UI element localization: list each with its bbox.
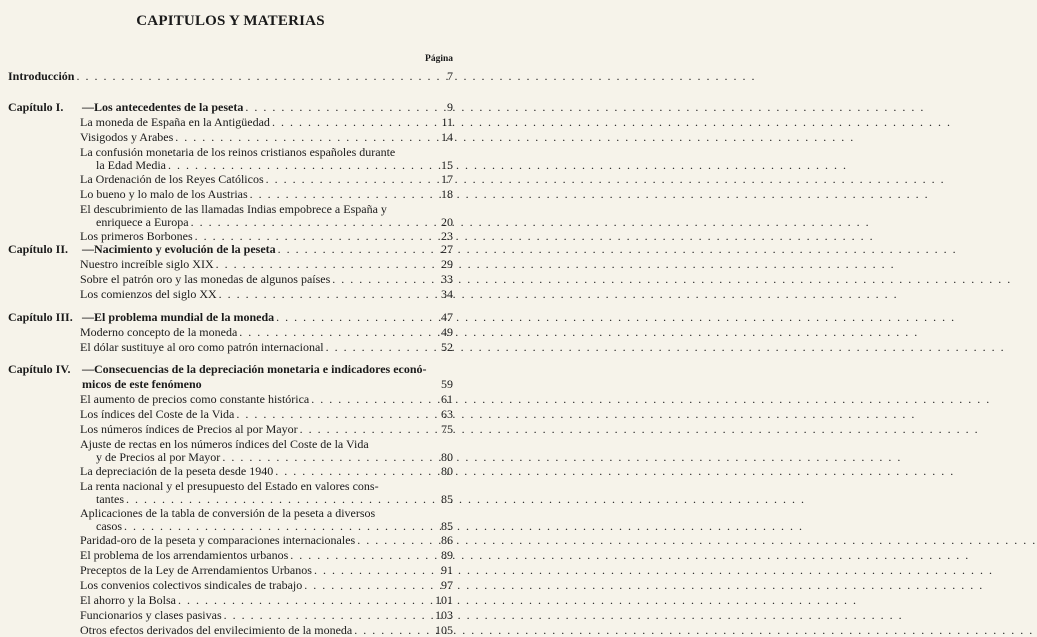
toc-entry [80,423,453,436]
toc-entry-text: El problema de los arrendamientos urbanos [80,548,289,562]
dot-leader [216,258,896,271]
toc-entry-cont [96,159,453,172]
toc-page-number: 27 [441,242,453,256]
toc-entry-text-row [80,579,423,592]
toc-entry-text: El descubrimiento de las llamadas Indias empobrece a España y [80,202,387,216]
toc-entry-text-row [80,288,423,301]
toc-entry-cont [96,216,453,229]
toc-page-number: 59 [441,377,453,391]
toc-entry-text-row [80,624,423,637]
chapter-title-wrap [82,362,427,376]
toc-entry-text: Los comienzos del siglo XX [80,287,217,301]
dot-leader [290,549,970,562]
toc-entry-text-row [8,70,423,83]
chapter-title-wrap [82,243,423,256]
toc-entry [80,273,453,286]
chapter-label: Capítulo IV. [8,362,71,376]
dot-leader [278,243,958,256]
toc-entry-text-row [80,465,423,478]
dot-leader [224,609,904,622]
toc-entry [80,326,453,339]
toc-entry-text: Visigodos y Arabes [80,130,174,144]
toc-entry [80,579,453,592]
toc-page-number: 20 [441,215,453,229]
toc-entry [80,534,453,547]
toc-entry [80,393,453,406]
toc-page-number: 97 [441,578,453,592]
toc-entry-text-row [80,534,423,547]
dot-leader [236,408,916,421]
toc-page-number: 80 [441,450,453,464]
toc-entry-text: El ahorro y la Bolsa [80,593,176,607]
toc-entry-text: La Ordenación de los Reyes Católicos [80,172,264,186]
dot-leader [239,326,919,339]
toc-chapter-heading [8,363,453,376]
toc-page-number: 63 [441,407,453,421]
toc-chapter-heading [8,243,453,256]
toc-page-number: 103 [435,608,453,622]
toc-entry-text-row [80,273,423,286]
toc-page-number: 33 [441,272,453,286]
toc-page-number: 15 [441,158,453,172]
toc-entry [80,594,453,607]
toc-entry-text: Lo bueno y lo malo de los Austrias [80,187,248,201]
toc-entry-text-row [80,594,423,607]
toc-page-number: 29 [441,257,453,271]
chapter-label: Capítulo I. [8,100,64,114]
toc-entry-text: El dólar sustituye al oro como patrón internacional [80,340,324,354]
dot-leader [124,520,804,533]
toc-chapter-heading [8,311,453,324]
toc-entry [80,131,453,144]
toc-page-number: 85 [441,519,453,533]
dot-leader [304,579,984,592]
toc-entry [80,465,453,478]
dot-leader [354,624,1034,637]
toc-entry-text-row [82,378,423,391]
chapter-label: Capítulo III. [8,310,73,324]
chapter-title-wrap [82,311,423,324]
toc-entry-text: Los índices del Coste de la Vida [80,407,235,421]
toc-entry-text-row [96,520,423,533]
toc-page-number: 47 [441,310,453,324]
chapter-label: Capítulo II. [8,242,69,256]
dot-leader [311,393,991,406]
dot-leader [168,159,848,172]
toc-chapter-heading [8,101,453,114]
toc-entry-text: Moderno concepto de la moneda [80,325,238,339]
chapter-title: —El problema mundial de la moneda [82,310,275,324]
dot-leader [266,173,946,186]
dot-leader [245,101,925,114]
toc-entry-text: Los convenios colectivos sindicales de trabajo [80,578,303,592]
toc-entry-text: Sobre el patrón oro y las monedas de algunos países [80,272,331,286]
toc-entry-text-row [80,423,423,436]
toc-page-number: 23 [441,229,453,243]
toc-entry-cont [96,493,453,506]
toc-entry-text-row [96,159,423,172]
toc-entry-text-row [96,451,423,464]
toc-page-number: 89 [441,548,453,562]
toc-page-number: 14 [441,130,453,144]
toc-page-number: 11 [441,115,453,129]
toc-entry [80,288,453,301]
toc-entry [80,408,453,421]
toc-entry-text: La confusión monetaria de los reinos cristianos españoles durante [80,145,396,159]
toc-entry-text: y de Precios al por Mayor [96,450,221,464]
toc-page-number: 101 [435,593,453,607]
dot-leader [191,216,871,229]
toc-entry-text: casos [96,519,122,533]
toc-page-number: 75 [441,422,453,436]
dot-leader [178,594,858,607]
toc-entry-text-row [80,408,423,421]
toc-entry-text-row [96,216,423,229]
dot-leader [175,131,855,144]
toc-entry-text: la Edad Media [96,158,166,172]
dot-leader [357,534,1037,547]
dot-leader [275,465,955,478]
toc-entry [80,564,453,577]
toc-page-number: 91 [441,563,453,577]
toc-entry-text: micos de este fenómeno [82,377,202,391]
toc-entry-text-row [80,393,423,406]
toc-entry-text-row [80,173,423,186]
toc-entry-text-row [80,258,423,271]
toc-entry-text: Introducción [8,69,75,83]
dot-leader [300,423,980,436]
page-title: CAPITULOS Y MATERIAS [136,13,325,29]
toc-page-number: 49 [441,325,453,339]
dot-leader [272,116,952,129]
toc-entry-text-row [80,131,423,144]
toc-entry-text-row [80,116,423,129]
chapter-title: —Los antecedentes de la peseta [82,100,244,114]
toc-page-number: 86 [441,533,453,547]
toc-entry-text-row [80,564,423,577]
toc-entry-text-row [80,326,423,339]
toc-entry-text: Paridad-oro de la peseta y comparaciones internacionales [80,533,356,547]
chapter-title: —Consecuencias de la depreciación monetaria e indicadores econó- [82,362,427,376]
chapter-title-wrap [82,101,423,114]
toc-entry-text: tantes [96,492,124,506]
toc-page-number: 85 [441,492,453,506]
toc-page-number: 80 [441,464,453,478]
dot-leader [276,311,956,324]
toc-entry-text: La depreciación de la peseta desde 1940 [80,464,274,478]
toc-entry-text: La renta nacional y el presupuesto del Estado en valores cons- [80,479,379,493]
toc-entry-text: Los primeros Borbones [80,229,193,243]
dot-leader [219,288,899,301]
dot-leader [326,341,1006,354]
toc-entry-cont [96,451,453,464]
toc-page-number: 7 [447,69,453,83]
dot-leader [250,188,930,201]
toc-page-number: 61 [441,392,453,406]
toc-page-number: 105 [435,623,453,637]
toc-entry [80,188,453,201]
toc-entry-text: Nuestro increíble siglo XIX [80,257,214,271]
toc-entry-text-row [80,341,423,354]
toc-entry [80,258,453,271]
toc-entry [80,173,453,186]
toc-entry-text: Preceptos de la Ley de Arrendamientos Urbanos [80,563,312,577]
toc-entry-text: Funcionarios y clases pasivas [80,608,222,622]
toc-entry-text-row [96,493,423,506]
toc-entry [80,341,453,354]
dot-leader [126,493,806,506]
toc-entry-text-row [80,549,423,562]
toc-entry-cont [96,520,453,533]
toc-page-number: 9 [447,100,453,114]
dot-leader [222,451,902,464]
dot-leader [314,564,994,577]
dot-leader [332,273,1012,286]
toc-intro [8,70,453,83]
toc-entry-text: Otros efectos derivados del envilecimiento de la moneda [80,623,353,637]
toc-chapter-heading-cont [8,378,453,391]
toc-entry-text-row [80,609,423,622]
toc-entry-text: La moneda de España en la Antigüedad [80,115,270,129]
toc-entry [80,116,453,129]
column-header-page: Página [425,54,453,64]
toc-entry-text-row [80,188,423,201]
chapter-title: —Nacimiento y evolución de la peseta [82,242,276,256]
toc-entry [80,624,453,637]
toc-entry-text: Los números índices de Precios al por Mayor [80,422,298,436]
toc-page-number: 52 [441,340,453,354]
dot-leader [76,70,756,83]
toc-entry [80,609,453,622]
toc-page-number: 34 [441,287,453,301]
toc-entry-text: enriquece a Europa [96,215,189,229]
toc-entry-text: Aplicaciones de la tabla de conversión de la peseta a diversos [80,506,376,520]
toc-entry-text: El aumento de precios como constante histórica [80,392,310,406]
toc-entry [80,549,453,562]
toc-page-number: 17 [441,172,453,186]
toc-page-number: 18 [441,187,453,201]
toc-entry-text: Ajuste de rectas en los números índices del Coste de la Vida [80,437,369,451]
